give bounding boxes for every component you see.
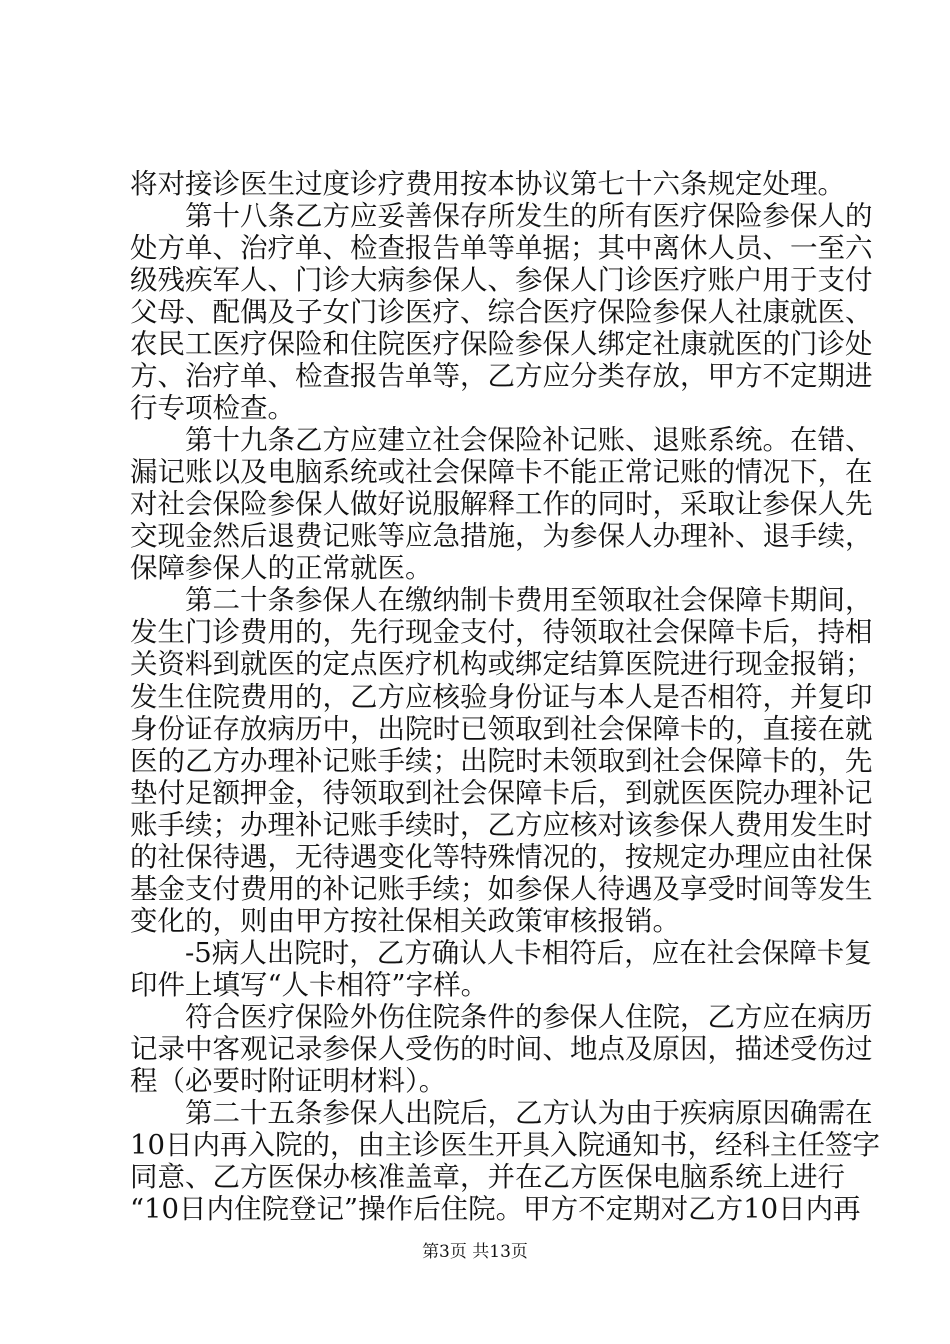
text-line: 将对接诊医生过度诊疗费用按本协议第七十六条规定处理。 bbox=[130, 168, 845, 200]
text-line: 第二十五条参保人出院后，乙方认为由于疾病原因确需在 bbox=[185, 1096, 873, 1129]
text-line: “10日内住院登记”操作后住院。甲方不定期对乙方10日内再 bbox=[130, 1193, 861, 1225]
text-line: 医的乙方办理补记账手续；出院时未领取到社会保障卡的，先 bbox=[130, 744, 873, 777]
text-line: 漏记账以及电脑系统或社会保障卡不能正常记账的情况下，在 bbox=[130, 456, 873, 489]
text-line: 级残疾军人、门诊大病参保人、参保人门诊医疗账户用于支付 bbox=[130, 264, 873, 297]
text-line: 父母、配偶及子女门诊医疗、综合医疗保险参保人社康就医、 bbox=[130, 296, 873, 329]
text-line: 第十八条乙方应妥善保存所发生的所有医疗保险参保人的 bbox=[185, 200, 873, 233]
text-line: 关资料到就医的定点医疗机构或绑定结算医院进行现金报销； bbox=[130, 648, 873, 681]
text-line: 程（必要时附证明材料）。 bbox=[130, 1064, 447, 1097]
text-line: 基金支付费用的补记账手续；如参保人待遇及享受时间等发生 bbox=[130, 872, 873, 905]
text-line: 交现金然后退费记账等应急措施，为参保人办理补、退手续， bbox=[130, 520, 873, 553]
text-line: 第二十条参保人在缴纳制卡费用至领取社会保障卡期间， bbox=[185, 584, 873, 617]
text-line: 处方单、治疗单、检查报告单等单据；其中离休人员、一至六 bbox=[130, 232, 873, 265]
text-line: 行专项检查。 bbox=[130, 392, 295, 425]
text-line: 保障参保人的正常就医。 bbox=[130, 552, 433, 585]
text-line: 记录中客观记录参保人受伤的时间、地点及原因，描述受伤过 bbox=[130, 1032, 873, 1065]
text-line: 同意、乙方医保办核准盖章，并在乙方医保电脑系统上进行 bbox=[130, 1160, 845, 1193]
text-line: 的社保待遇，无待遇变化等特殊情况的，按规定办理应由社保 bbox=[130, 840, 873, 873]
text-line: 对社会保险参保人做好说服解释工作的同时，采取让参保人先 bbox=[130, 488, 873, 521]
text-line: 方、治疗单、检查报告单等，乙方应分类存放，甲方不定期进 bbox=[130, 360, 873, 393]
text-line: 垫付足额押金，待领取到社会保障卡后，到就医医院办理补记 bbox=[130, 776, 873, 809]
text-line: 10日内再入院的，由主诊医生开具入院通知书，经科主任签字 bbox=[130, 1128, 880, 1161]
text-line: 身份证存放病历中，出院时已领取到社会保障卡的，直接在就 bbox=[130, 712, 873, 745]
text-line: 符合医疗保险外伤住院条件的参保人住院，乙方应在病历 bbox=[185, 1000, 873, 1033]
text-line: 发生门诊费用的，先行现金支付，待领取社会保障卡后，持相 bbox=[130, 616, 873, 649]
text-line: 变化的，则由甲方按社保相关政策审核报销。 bbox=[130, 904, 680, 937]
text-line: 第十九条乙方应建立社会保险补记账、退账系统。在错、 bbox=[185, 424, 873, 457]
page-number: 第3页 共13页 bbox=[422, 1242, 528, 1262]
text-line: 印件上填写“人卡相符”字样。 bbox=[130, 968, 489, 1001]
text-line: 农民工医疗保险和住院医疗保险参保人绑定社康就医的门诊处 bbox=[130, 328, 873, 361]
text-line: 账手续；办理补记账手续时，乙方应核对该参保人费用发生时 bbox=[130, 808, 873, 841]
text-line: -5病人出院时，乙方确认人卡相符后，应在社会保障卡复 bbox=[185, 936, 872, 969]
text-line: 发生住院费用的，乙方应核验身份证与本人是否相符，并复印 bbox=[130, 680, 873, 713]
